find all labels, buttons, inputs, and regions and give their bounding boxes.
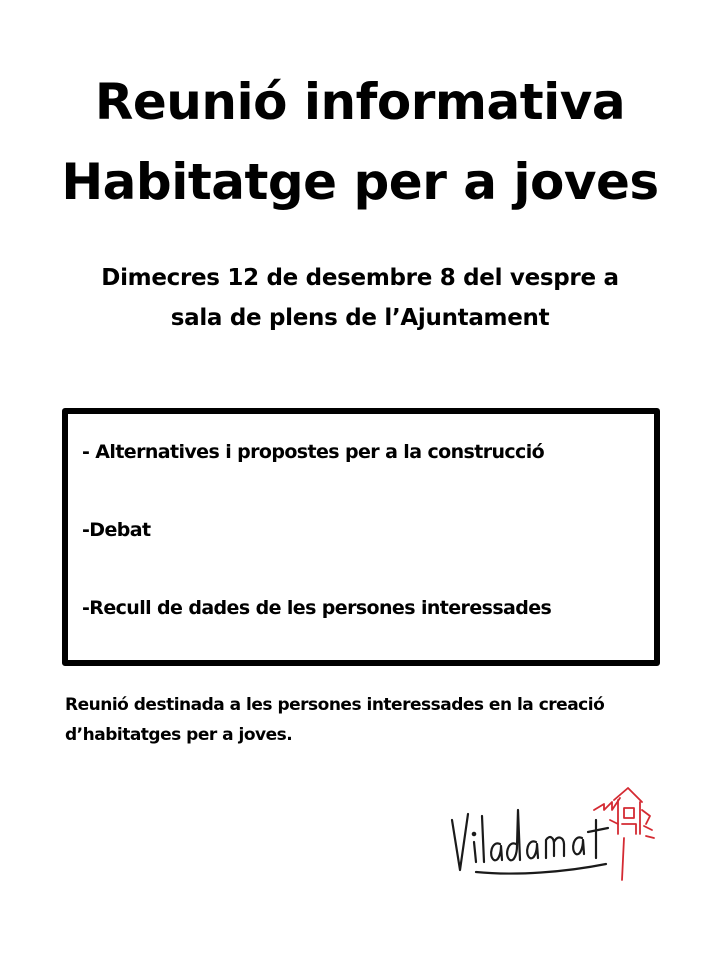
audience-note-line-1: Reunió destinada a les persones interessades en la creació: [65, 695, 605, 715]
audience-note-line-2: d’habitatges per a joves.: [65, 725, 293, 745]
viladamat-logo: [446, 780, 656, 884]
title-line-1: Reunió informativa: [94, 73, 626, 131]
event-place-line: sala de plens de l’Ajuntament: [170, 305, 550, 331]
agenda-item-alternatives: - Alternatives i propostes per a la construcció: [82, 441, 545, 463]
event-details: [0, 258, 720, 338]
title-line-2: Habitatge per a joves: [61, 153, 659, 211]
agenda-item-data-collection: -Recull de dades de les persones interessades: [82, 597, 552, 619]
agenda-box: [62, 408, 660, 666]
poster-title: [0, 62, 720, 222]
audience-note: [65, 690, 665, 750]
castle-sketch: [594, 788, 654, 880]
event-date-line: Dimecres 12 de desembre 8 del vespre a: [101, 265, 619, 291]
logo-lettering: [452, 810, 608, 874]
agenda-item-debate: -Debat: [82, 519, 151, 541]
